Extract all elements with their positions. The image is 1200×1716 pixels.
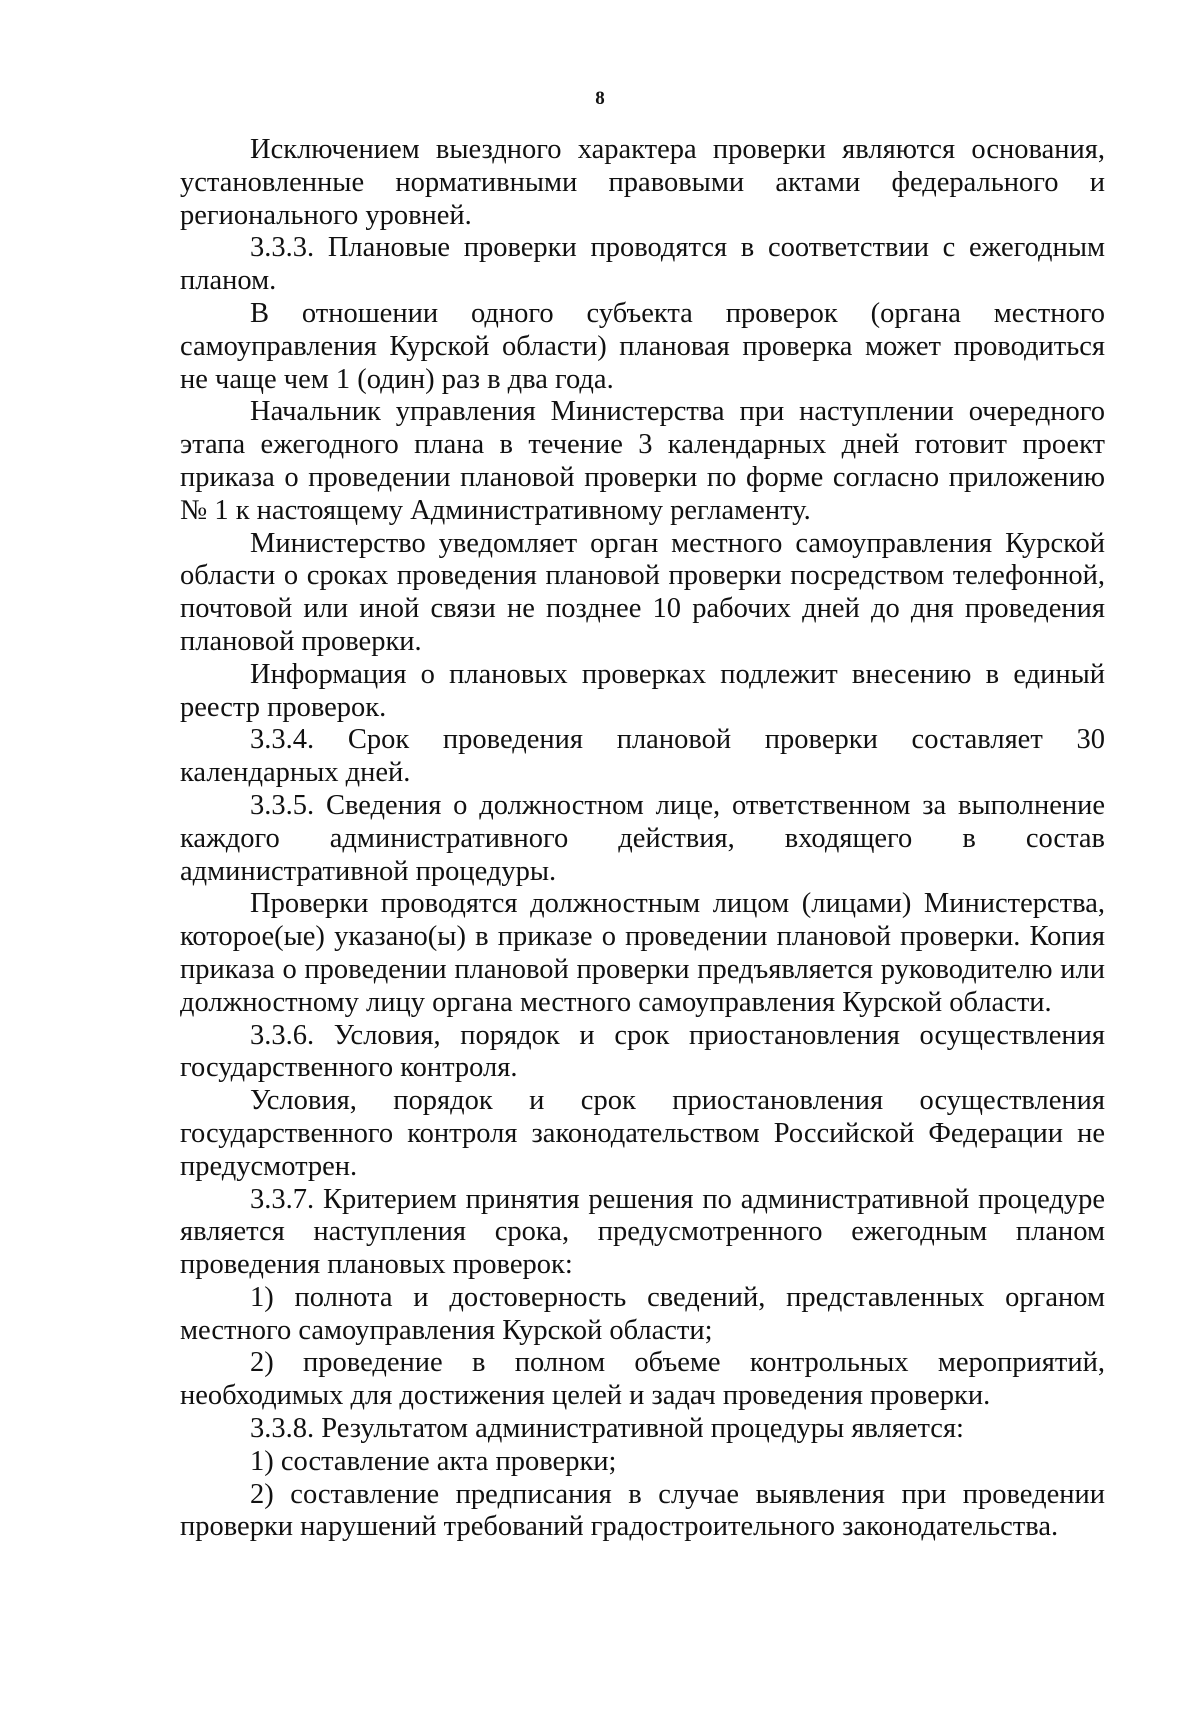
list-item-prescription: 2) составление предписания в случае выявления при проведении проверки нарушений требований градостроительного законодательства. [180,1478,1105,1543]
page-number: 8 [595,88,605,109]
list-item-full-scope: 2) проведение в полном объеме контрольных мероприятий, необходимых для достижения целей и задач проведения проверки. [180,1347,1105,1412]
paragraph-3-3-8: 3.3.8. Результатом административной процедуры является: [250,1413,964,1445]
paragraph-suspension: Условия, порядок и срок приостановления осуществления государственного контроля законодательством Российской Федерации не предусмотрен. [180,1085,1105,1182]
paragraph-order-draft: Начальник управления Министерства при наступлении очередного этапа ежегодного плана в течение 3 календарных дней готовит проект приказа о проведении плановой проверки по форме согласно приложению № 1 к настоящему Административному регламенту. [180,396,1105,526]
paragraph-3-3-3: 3.3.3. Плановые проверки проводятся в соответствии с ежегодным планом. [180,232,1105,297]
paragraph-3-3-6: 3.3.6. Условия, порядок и срок приостановления осуществления государственного контроля. [180,1019,1105,1084]
list-item-inspection-act: 1) составление акта проверки; [250,1445,617,1477]
paragraph-registry: Информация о плановых проверках подлежит внесению в единый реестр проверок. [180,658,1105,723]
paragraph-frequency: В отношении одного субъекта проверок (органа местного самоуправления Курской области) плановая проверка может проводиться не чаще чем 1 (один) раз в два года. [180,297,1105,395]
document-body [180,134,1105,1544]
paragraph-notification: Министерство уведомляет орган местного самоуправления Курской области о сроках проведения плановой проверки посредством телефонной, почтовой или иной связи не позднее 10 рабочих дней до дня проведения плановой проверки. [180,527,1105,657]
paragraph-exception: Исключением выездного характера проверки являются основания, установленные нормативными правовыми актами федерального и регионального уровней. [180,134,1105,231]
paragraph-3-3-5: 3.3.5. Сведения о должностном лице, ответственном за выполнение каждого административного действия, входящего в состав административной процедуры. [180,789,1105,887]
paragraph-3-3-7: 3.3.7. Критерием принятия решения по административной процедуре является наступления срока, предусмотренного ежегодным планом проведения плановых проверок: [180,1183,1105,1281]
list-item-completeness: 1) полнота и достоверность сведений, представленных органом местного самоуправления Курской области; [180,1281,1105,1346]
paragraph-3-3-4: 3.3.4. Срок проведения плановой проверки составляет 30 календарных дней. [180,724,1105,789]
paragraph-officials: Проверки проводятся должностным лицом (лицами) Министерства, которое(ые) указано(ы) в приказе о проведении плановой проверки. Копия приказа о проведении плановой проверки предъявляется руководителю или должностному лицу органа местного самоуправления Курской области. [180,888,1105,1018]
